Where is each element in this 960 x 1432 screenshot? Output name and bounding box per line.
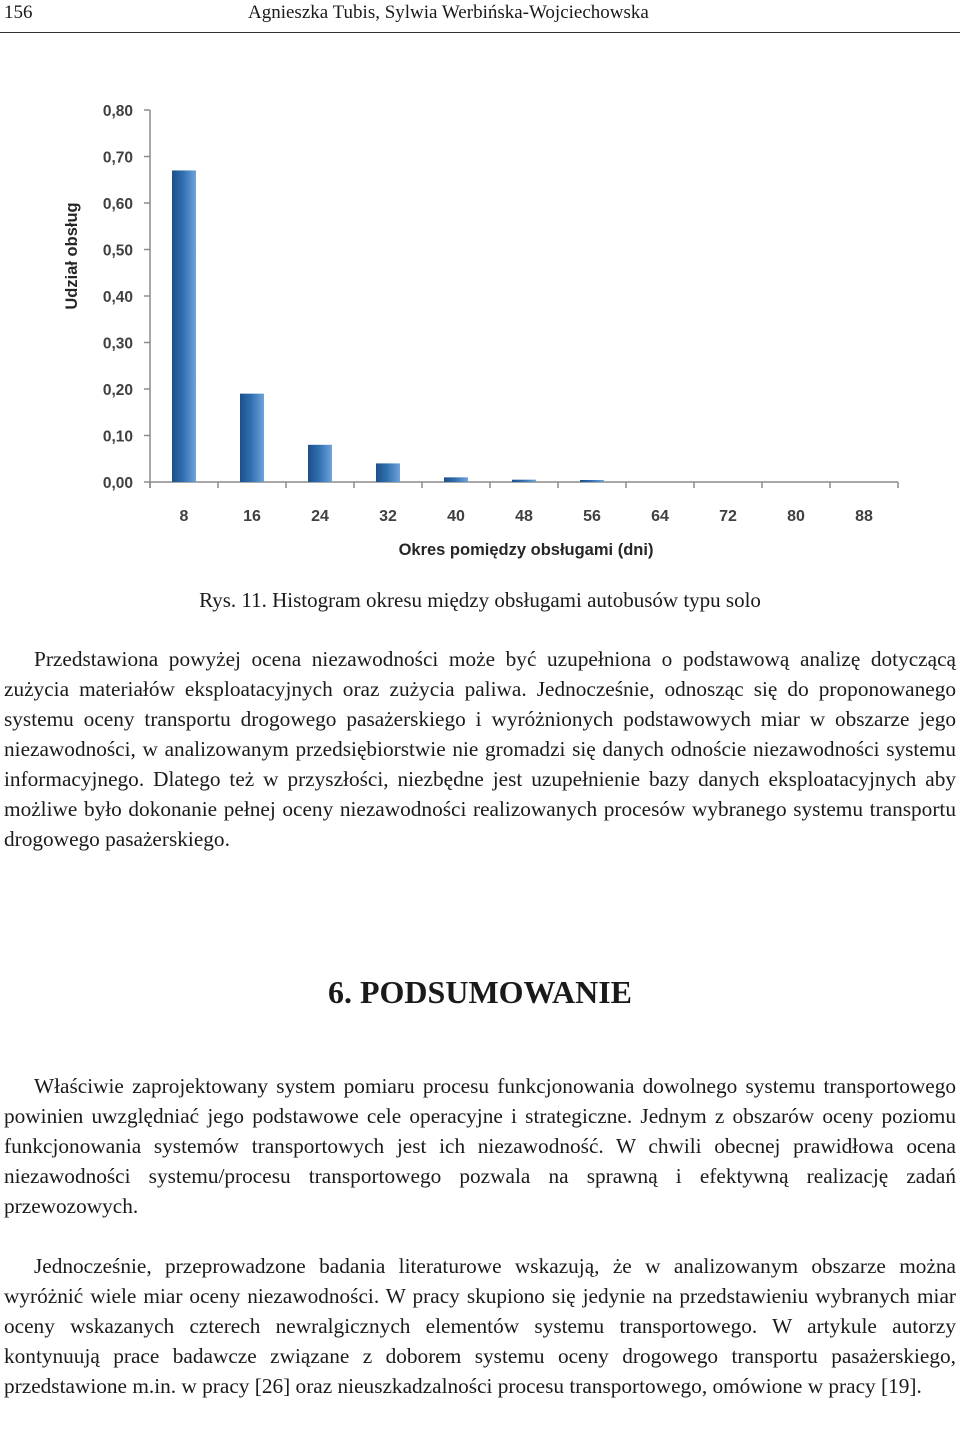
y-tick-label: 0,80: [102, 103, 133, 120]
y-tick-label: 0,70: [102, 149, 133, 167]
header-rule: [0, 32, 960, 33]
y-tick-label: 0,10: [102, 428, 133, 446]
figure-caption: Rys. 11. Histogram okresu między obsługami autobusów typu solo: [199, 588, 761, 612]
x-tick-label: 8: [179, 508, 189, 525]
section-heading: 6. PODSUMOWANIE: [327, 974, 632, 1010]
bar-40: [444, 477, 468, 482]
x-tick-label: 88: [855, 508, 873, 525]
x-tick-label: 80: [787, 508, 805, 525]
histogram-chart: [0, 88, 960, 568]
x-tick-label: 40: [447, 508, 465, 525]
x-tick-label: 64: [651, 508, 669, 525]
running-header: [0, 0, 960, 34]
x-tick-label: 32: [379, 508, 397, 525]
x-tick-label: 24: [311, 508, 329, 525]
bar-16: [240, 394, 264, 482]
bar-56: [580, 480, 604, 482]
header-authors: Agnieszka Tubis, Sylwia Werbińska-Wojciechowska: [248, 2, 649, 23]
x-tick-label: 72: [719, 508, 737, 525]
bar-8: [172, 170, 196, 482]
y-axis-title: Udział obsług: [63, 202, 81, 310]
y-tick-label: 0,50: [102, 242, 133, 260]
paragraph-summary-1: Właściwie zaprojektowany system pomiaru procesu funkcjonowania dowolnego systemu transportowego powinien uwzględniać jego podstawowe cele operacyjne i strategiczne. Jednym z obszarów oceny poziomu funkcjonowania systemów transportowych jest ich niezawodność. W chwili obecnej prawidłowa ocena niezawodności systemu/procesu transportowego pozwala na sprawną i efektywną realizację zadań przewozowych.: [4, 1074, 956, 1218]
x-tick-label: 16: [243, 508, 261, 525]
y-tick-label: 0,40: [102, 289, 133, 306]
y-tick-label: 0,30: [102, 335, 133, 353]
bar-24: [308, 445, 332, 482]
page-number: 156: [4, 2, 33, 23]
y-tick-label: 0,20: [102, 382, 133, 399]
bar-32: [376, 463, 400, 482]
x-tick-label: 48: [515, 508, 533, 525]
x-axis-title: Okres pomiędzy obsługami (dni): [398, 541, 654, 559]
y-tick-label: 0,00: [102, 475, 133, 492]
x-tick-label: 56: [583, 508, 601, 525]
y-tick-label: 0,60: [102, 196, 133, 213]
bar-48: [512, 480, 536, 482]
paragraph-reliability: Przedstawiona powyżej ocena niezawodności może być uzupełniona o podstawową analizę dotyczącą zużycia materiałów eksploatacyjnych oraz zużycia paliwa. Jednocześnie, odnosząc się do proponowanego systemu oceny transportu drogowego pasażerskiego i wyróżnionych podstawowych miar w obszarze jego niezawodności, w analizowanym przedsiębiorstwie nie gromadzi się danych odnoście niezawodności systemu informacyjnego. Dlatego też w przyszłości, niezbędne jest uzupełnienie bazy danych eksploatacyjnych aby możliwe było dokonanie pełnej oceny niezawodności realizowanych procesów wybranego systemu transportu drogowego pasażerskiego.: [4, 647, 956, 851]
paragraph-summary-2: Jednocześnie, przeprowadzone badania literaturowe wskazują, że w analizowanym obszarze można wyróżnić wiele miar oceny niezawodności. W pracy skupiono się jedynie na przedstawieniu wybranych miar oceny wskazanych czterech newralgicznych elementów systemu transportowego. W artykule autorzy kontynuują prace badawcze związane z doborem systemu oceny drogowego transportu pasażerskiego, przedstawione m.in. w pracy [26] oraz nieuszkadzalności procesu transportowego, omówione w pracy [19].: [4, 1254, 956, 1398]
